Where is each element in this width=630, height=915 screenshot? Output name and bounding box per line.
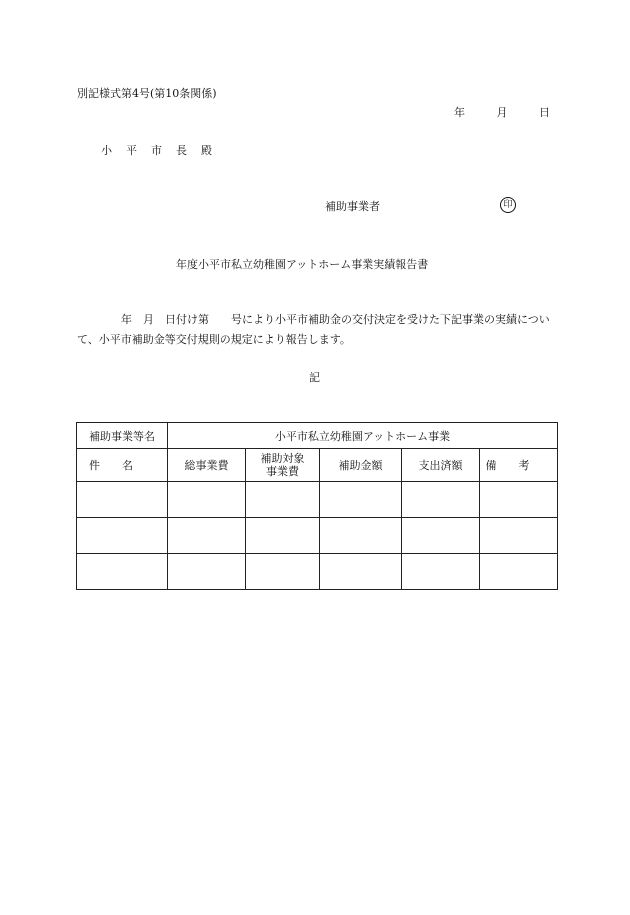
table-cell[interactable] <box>320 554 402 590</box>
table-row <box>77 518 558 554</box>
table-cell[interactable] <box>320 482 402 518</box>
date-year: 年 <box>454 106 465 119</box>
project-name-row <box>77 423 558 449</box>
table-cell[interactable] <box>168 518 246 554</box>
date-month: 月 <box>496 106 508 119</box>
header-total-cost: 総事業費 <box>168 449 246 482</box>
header-paid-amount: 支出済額 <box>402 449 480 482</box>
header-remarks: 備考 <box>480 449 558 482</box>
header-subsidy-amount: 補助金額 <box>320 449 402 482</box>
date-day: 日 <box>539 106 550 119</box>
table-cell[interactable] <box>480 554 558 590</box>
project-name-value: 小平市私立幼稚園アットホーム事業 <box>168 423 558 449</box>
body-text: 年 月 日付け第 号により小平市補助金の交付決定を受けた下記事業の実績について、小平市補助金等交付規則の規定により報告します。 <box>77 313 550 346</box>
table-cell[interactable] <box>402 554 480 590</box>
ki-heading: 記 <box>309 371 320 384</box>
table-cell[interactable] <box>246 518 320 554</box>
table-cell[interactable] <box>168 554 246 590</box>
table-cell[interactable] <box>168 482 246 518</box>
table-cell[interactable] <box>77 482 168 518</box>
document-title: 年度小平市私立幼稚園アットホーム事業実績報告書 <box>176 258 429 271</box>
addressee: 小平市長殿 <box>101 144 226 157</box>
seal-mark: 印 <box>500 197 516 213</box>
date-line <box>454 104 568 120</box>
applicant-label: 補助事業者 <box>325 200 380 213</box>
report-table <box>76 422 558 590</box>
table-cell[interactable] <box>77 518 168 554</box>
table-cell[interactable] <box>402 518 480 554</box>
table-cell[interactable] <box>246 554 320 590</box>
table-cell[interactable] <box>402 482 480 518</box>
table-cell[interactable] <box>77 554 168 590</box>
table-row <box>77 482 558 518</box>
table-row <box>77 554 558 590</box>
project-name-label: 補助事業等名 <box>77 423 168 449</box>
table-cell[interactable] <box>480 518 558 554</box>
table-cell[interactable] <box>480 482 558 518</box>
form-number: 別記様式第4号(第10条関係) <box>77 87 217 100</box>
header-row <box>77 449 558 482</box>
header-eligible-cost: 補助対象 事業費 <box>246 449 320 482</box>
table-cell[interactable] <box>320 518 402 554</box>
table-cell[interactable] <box>246 482 320 518</box>
header-item-name: 件名 <box>77 449 168 482</box>
